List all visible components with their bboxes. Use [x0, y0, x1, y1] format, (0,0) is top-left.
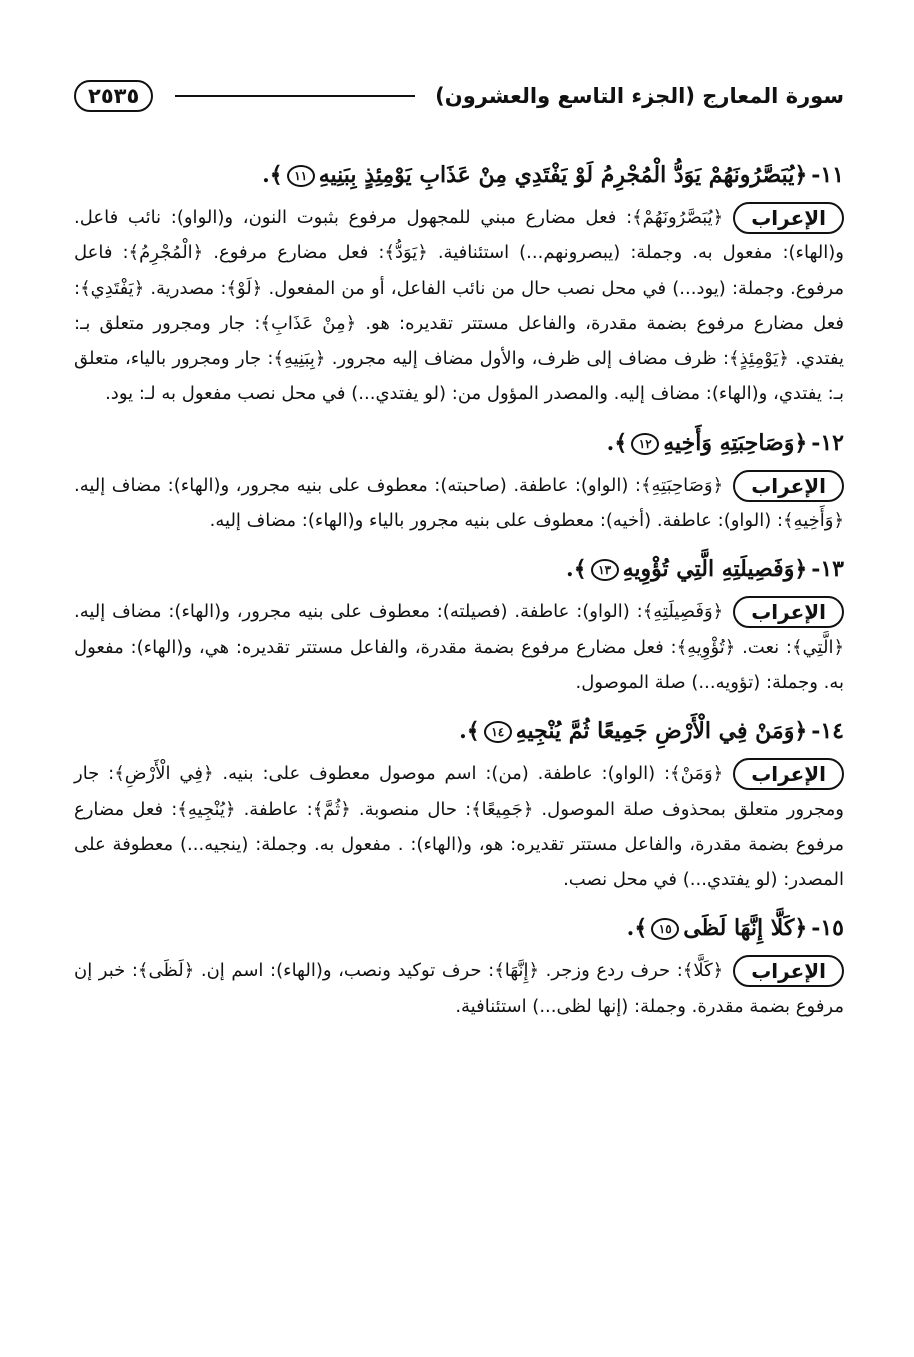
- verse-section-15: [74, 907, 844, 1024]
- verse-text: ﴿وَمَنْ فِي الْأَرْضِ جَمِيعًا ثُمَّ يُنْجِيهِ: [515, 718, 808, 745]
- irab-paragraph: [74, 594, 844, 700]
- irab-label: الإعراب: [733, 470, 844, 502]
- verse-end-bracket: ﴾.: [566, 556, 587, 583]
- verse-line: [74, 422, 844, 464]
- verse-section-11: [74, 154, 844, 412]
- running-title: سورة المعارج (الجزء التاسع والعشرون): [435, 84, 844, 108]
- ayah-number-marker: ١٥: [651, 918, 679, 940]
- verse-number: ١٥-: [811, 915, 844, 942]
- irab-label: الإعراب: [733, 202, 844, 234]
- irab-paragraph: [74, 953, 844, 1024]
- irab-paragraph: [74, 756, 844, 897]
- verse-end-bracket: ﴾.: [262, 162, 283, 188]
- verse-text: ﴿وَصَاحِبَتِهِ وَأَخِيهِ: [663, 429, 808, 456]
- verse-end-bracket: ﴾.: [606, 429, 628, 456]
- verse-number: ١٢-: [811, 429, 844, 456]
- verse-number: ١٣-: [811, 556, 844, 583]
- page: [74, 74, 844, 1304]
- header-rule: [175, 95, 415, 97]
- page-header: [74, 74, 844, 118]
- verse-line: [74, 154, 844, 196]
- verse-end-bracket: ﴾.: [459, 718, 480, 745]
- irab-paragraph: [74, 200, 844, 412]
- irab-text: ﴿وَمَنْ﴾: (الواو): عاطفة. (من): اسم موصول معطوف على: بنيه. ﴿فِي الْأَرْضِ﴾: جار ومجرور متعلق بمحذوف صلة الموصول. ﴿جَمِيعًا﴾: حال منصوبة. ﴿ثُمَّ﴾: عاطفة. ﴿يُنْجِيهِ﴾: فعل مضارع مرفوع بضمة مقدرة، والفاعل مستتر تقديره: هو، و(الهاء): . مفعول به. وجملة: (ينجيه...) معطوفة على المصدر: (لو يفتدي...) في محل نصب.: [74, 763, 844, 891]
- irab-paragraph: [74, 468, 844, 539]
- verse-line: [74, 710, 844, 752]
- irab-label: الإعراب: [733, 758, 844, 790]
- verse-line: [74, 548, 844, 590]
- irab-text: ﴿وَفَصِيلَتِهِ﴾: (الواو): عاطفة. (فصيلته): معطوف على بنيه مجرور، و(الهاء): مضاف إليه. ﴿الَّتِي﴾: نعت. ﴿تُؤْوِيهِ﴾: فعل مضارع مرفوع بضمة مقدرة، والفاعل مستتر تقديره: هي، و(الهاء): مفعول به. وجملة: (تؤويه...) صلة الموصول.: [74, 601, 844, 693]
- verse-section-12: [74, 422, 844, 539]
- irab-text: ﴿يُبَصَّرُونَهُمْ﴾: فعل مضارع مبني للمجهول مرفوع بثبوت النون، و(الواو): نائب فاعل. و(الهاء): مفعول به. وجملة: (يبصرونهم...) استئنافية. ﴿يَوَدُّ﴾: فعل مضارع مرفوع. ﴿الْمُجْرِمُ﴾: فاعل مرفوع. وجملة: (يود...) في محل نصب حال من نائب الفاعل، أو من المفعول. ﴿لَوْ﴾: مصدرية. ﴿يَفْتَدِي﴾: فعل مضارع مرفوع بضمة مقدرة، والفاعل مستتر تقديره: هو. ﴿مِنْ عَذَابِ﴾: جار ومجرور متعلق بـ: يفتدي. ﴿يَوْمِئِذٍ﴾: ظرف مضاف إلى ظرف، والأول مضاف إليه مجرور. ﴿بِبَنِيهِ﴾: جار ومجرور بالياء، متعلق بـ: يفتدي، و(الهاء): مضاف إليه. والمصدر المؤول من: (لو يفتدي...) في محل نصب مفعول به لـ: يود.: [74, 207, 844, 405]
- irab-text: ﴿كَلَّا﴾: حرف ردع وزجر. ﴿إِنَّهَا﴾: حرف توكيد ونصب، و(الهاء): اسم إن. ﴿لَظَى﴾: خبر إن مرفوع بضمة مقدرة. وجملة: (إنها لظى...) استئنافية.: [74, 960, 844, 1017]
- verse-number: ١٤-: [811, 718, 844, 745]
- verse-number: ١١-: [811, 162, 844, 188]
- ayah-number-marker: ١٤: [484, 721, 512, 743]
- verse-line: [74, 907, 844, 949]
- ayah-number-marker: ١٣: [591, 559, 619, 581]
- verse-text: ﴿وَفَصِيلَتِهِ الَّتِي تُؤْوِيهِ: [622, 556, 808, 583]
- irab-label: الإعراب: [733, 955, 844, 987]
- verse-end-bracket: ﴾.: [626, 915, 648, 942]
- page-number: ٢٥٣٥: [74, 80, 153, 112]
- verse-section-14: [74, 710, 844, 897]
- ayah-number-marker: ١٢: [631, 433, 659, 455]
- ayah-number-marker: ١١: [287, 165, 315, 187]
- verse-text: ﴿يُبَصَّرُونَهُمْ يَوَدُّ الْمُجْرِمُ لَوْ يَفْتَدِي مِنْ عَذَابِ يَوْمِئِذٍ بِبَنِيهِ: [318, 162, 808, 188]
- irab-text: ﴿وَصَاحِبَتِهِ﴾: (الواو): عاطفة. (صاحبته): معطوف على بنيه مجرور، و(الهاء): مضاف إليه. ﴿وَأَخِيهِ﴾: (الواو): عاطفة. (أخيه): معطوف على بنيه مجرور بالياء و(الهاء): مضاف إليه.: [74, 474, 844, 532]
- verse-text: ﴿كَلَّا إِنَّهَا لَظَى: [683, 915, 808, 942]
- irab-label: الإعراب: [733, 596, 844, 628]
- verse-section-13: [74, 548, 844, 700]
